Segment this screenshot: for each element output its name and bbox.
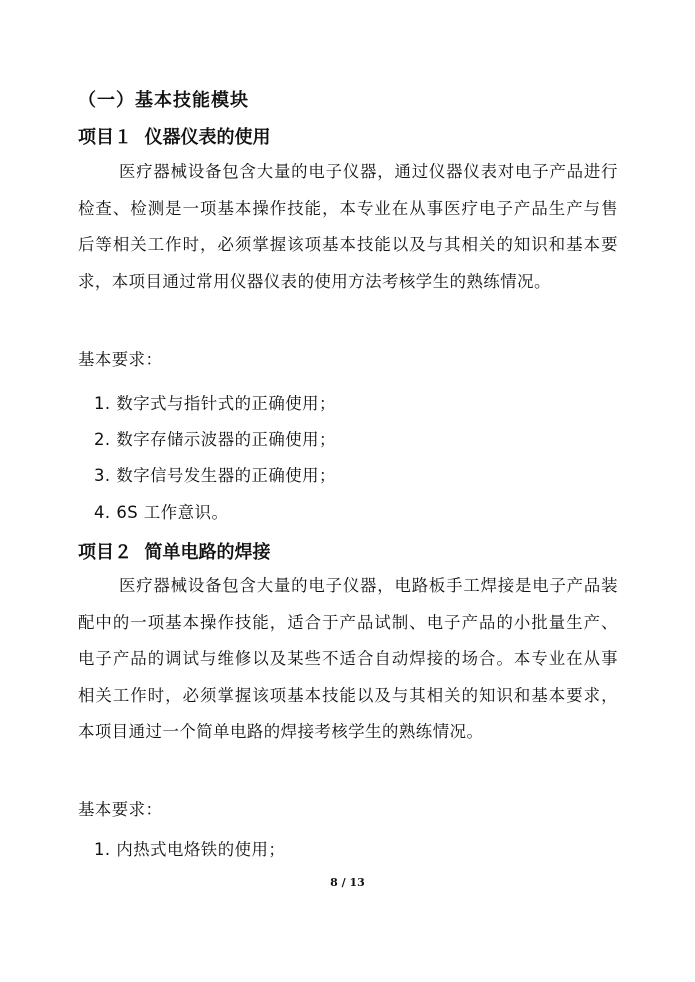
project-1-requirement-2: 2. 数字存储示波器的正确使用； — [94, 430, 336, 449]
project-1-title: 项目１ 仪器仪表的使用 — [78, 127, 271, 148]
section-title: （一）基本技能模块 — [78, 90, 249, 111]
project-1-requirement-1: 1. 数字式与指针式的正确使用； — [94, 394, 336, 413]
project-2-requirements-label: 基本要求： — [78, 800, 163, 819]
project-1-requirements-label: 基本要求： — [78, 350, 163, 369]
project-1-description: 医疗器械设备包含大量的电子仪器，通过仪器仪表对电子产品进行检查、检测是一项基本操作技能，本专业在从事医疗电子产品生产与售后等相关工作时，必须掌握该项基本技能以及与其相关的知识和基本要求，本项目通过常用仪器仪表的使用方法考核学生的熟练情况。 — [78, 162, 618, 291]
project-1-requirement-4: 4. 6S 工作意识。 — [94, 503, 229, 522]
project-2-title: 项目２ 简单电路的焊接 — [78, 542, 271, 563]
project-2-requirement-1: 1. 内热式电烙铁的使用； — [94, 840, 286, 859]
page-number: 8 / 13 — [330, 876, 365, 889]
project-1-requirement-3: 3. 数字信号发生器的正确使用； — [94, 466, 336, 485]
project-2-description: 医疗器械设备包含大量的电子仪器，电路板手工焊接是电子产品装配中的一项基本操作技能，适合于产品试制、电子产品的小批量生产、电子产品的调试与维修以及某些不适合自动焊接的场合。本专业在从事相关工作时，必须掌握该项基本技能以及与其相关的知识和基本要求，本项目通过一个简单电路的焊接考核学生的熟练情况。 — [78, 576, 618, 742]
